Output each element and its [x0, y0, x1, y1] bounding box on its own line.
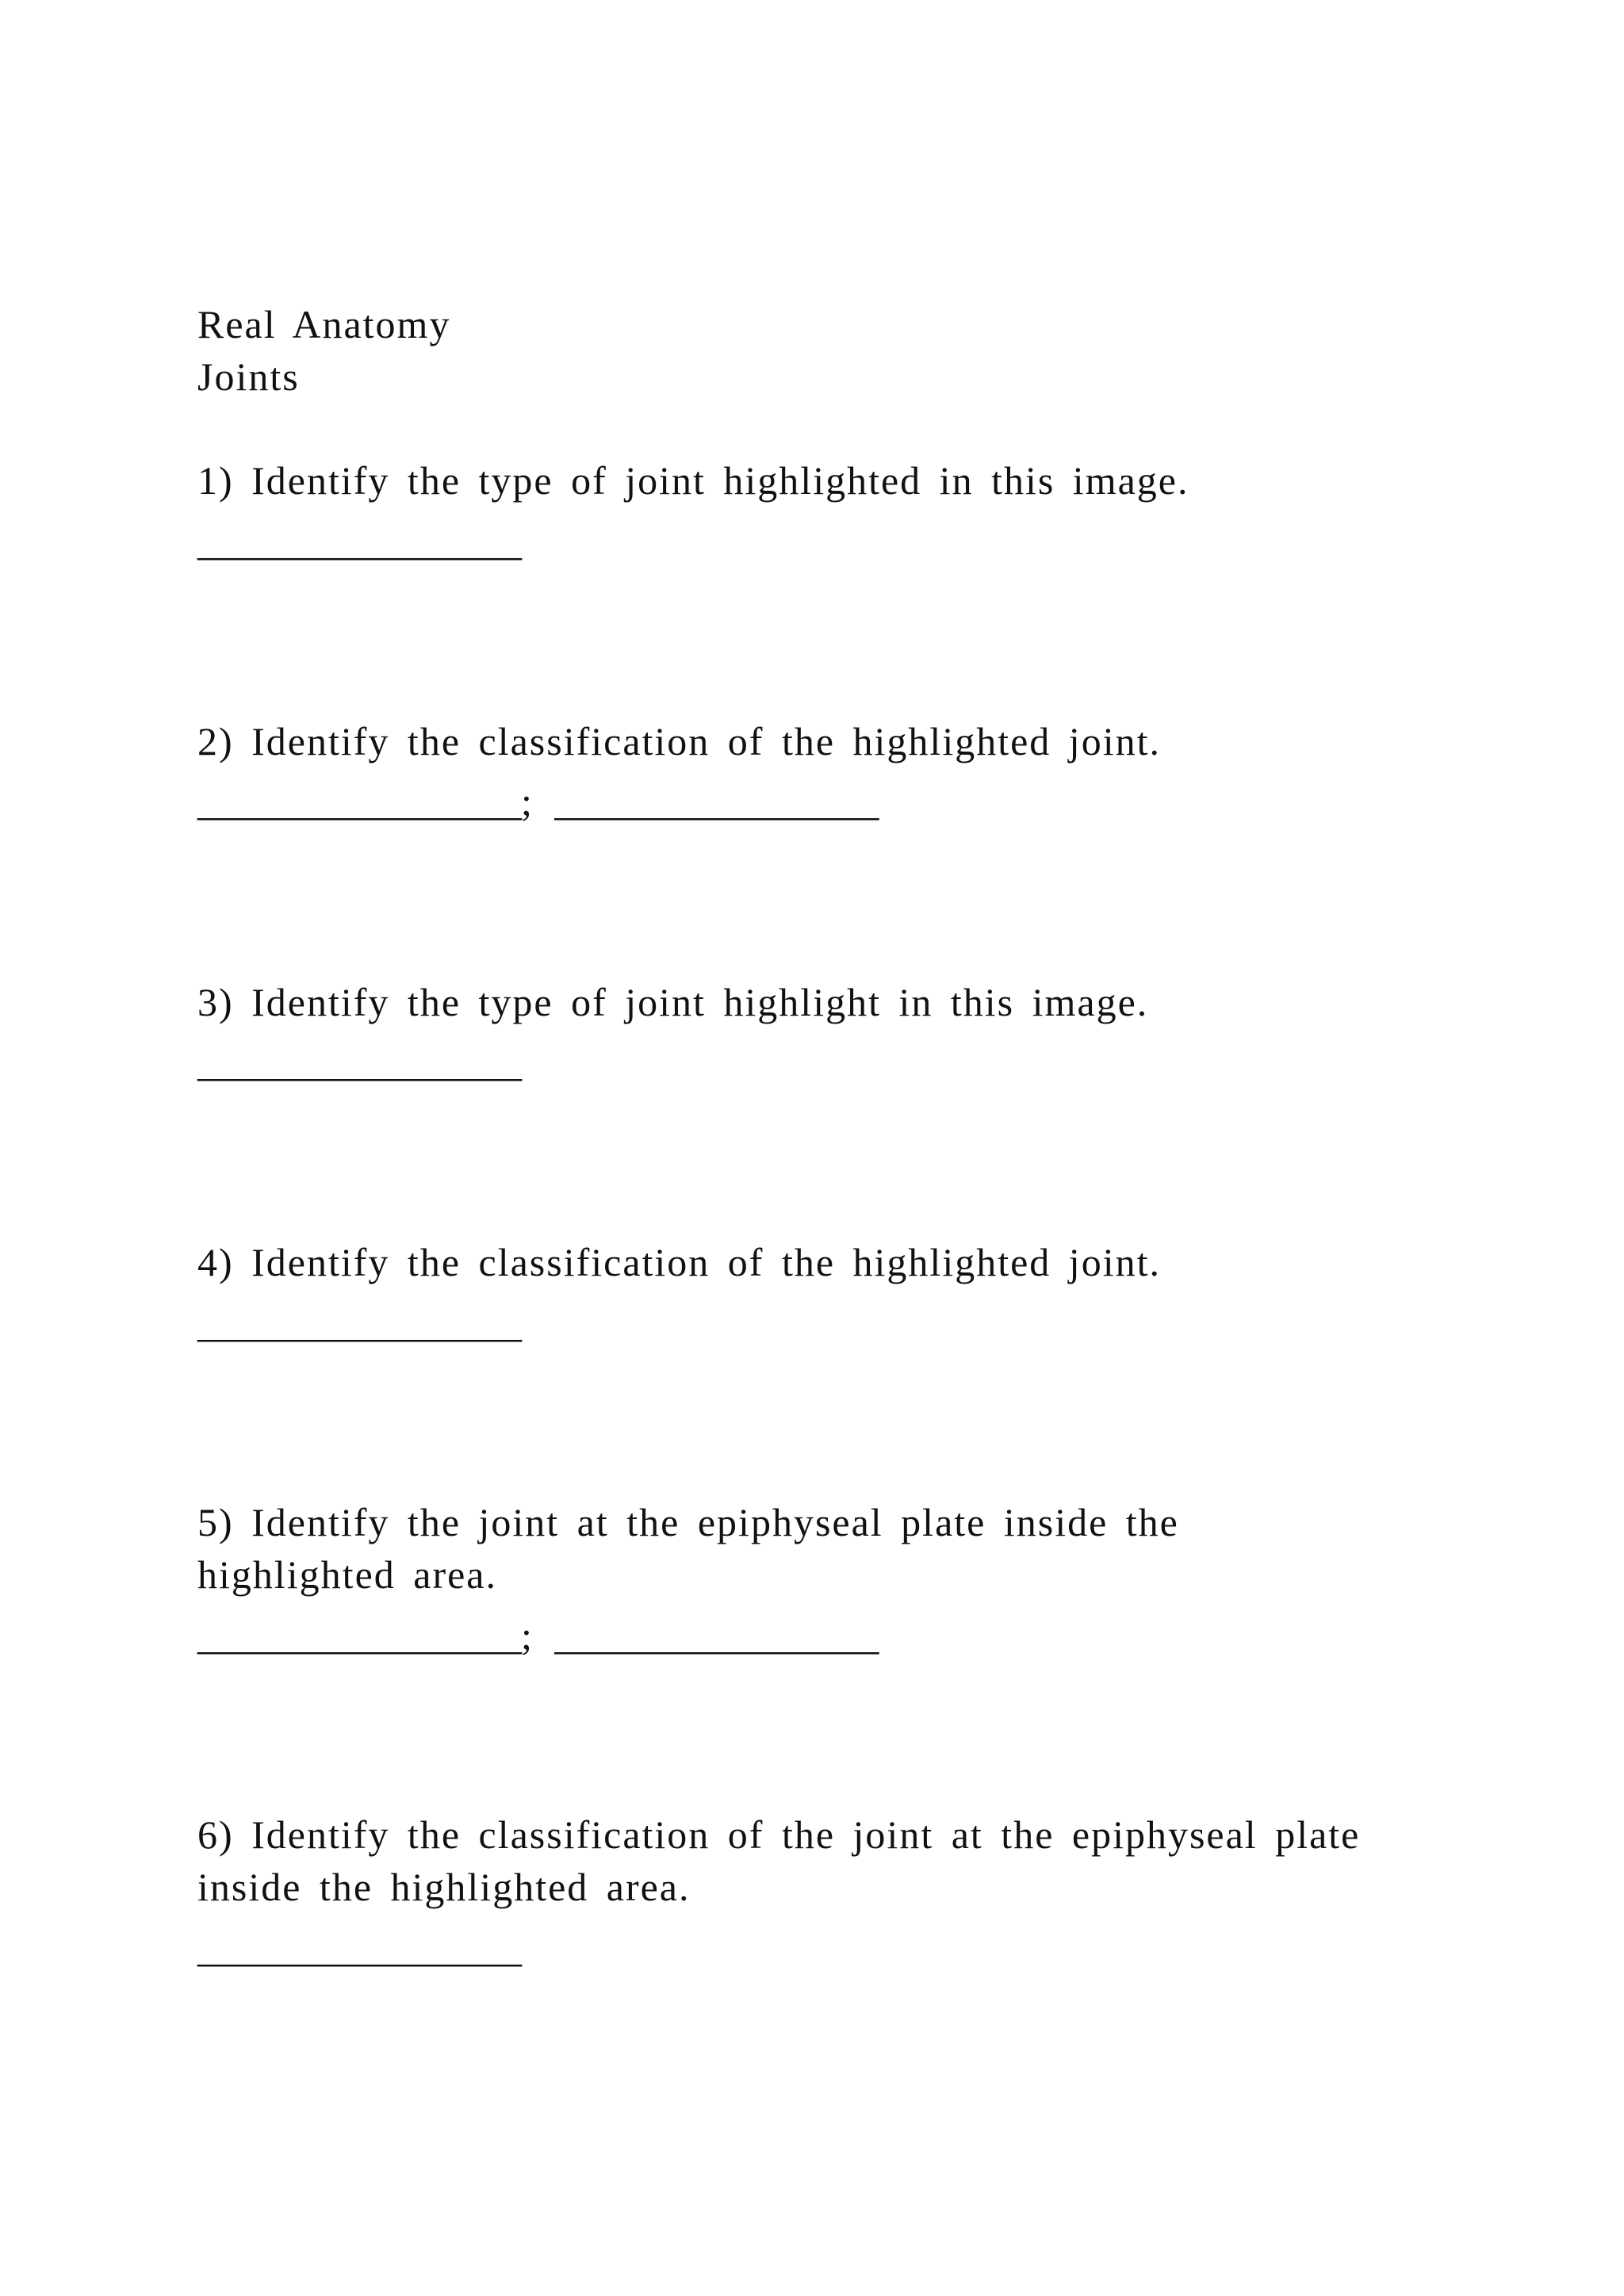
question-4-answer-blank: _________________ — [197, 1301, 521, 1345]
question-1-answer-blank: _________________ — [197, 519, 521, 564]
question-3-answer-blank: _________________ — [197, 1040, 521, 1085]
question-4-text: 4) Identify the classification of the highlighted joint. — [197, 1240, 1161, 1284]
question-3-text: 3) Identify the type of joint highlight in this image. — [197, 980, 1149, 1024]
question-5-text-line-2: highlighted area. — [197, 1552, 497, 1597]
question-5-text-line-1: 5) Identify the joint at the epiphyseal plate inside the — [197, 1500, 1179, 1544]
document-subtitle: Joints — [197, 354, 300, 399]
question-2-text: 2) Identify the classification of the highlighted joint. — [197, 719, 1161, 763]
question-6-answer-blank: _________________ — [197, 1926, 521, 1970]
question-6-text-line-2: inside the highlighted area. — [197, 1865, 691, 1909]
question-5-answer-blanks: _________________; _________________ — [197, 1613, 879, 1658]
document-title: Real Anatomy — [197, 302, 451, 346]
question-2-answer-blanks: _________________; _________________ — [197, 779, 879, 824]
question-1-text: 1) Identify the type of joint highlighted in this image. — [197, 458, 1189, 503]
question-6-text-line-1: 6) Identify the classification of the joint at the epiphyseal plate — [197, 1812, 1361, 1857]
